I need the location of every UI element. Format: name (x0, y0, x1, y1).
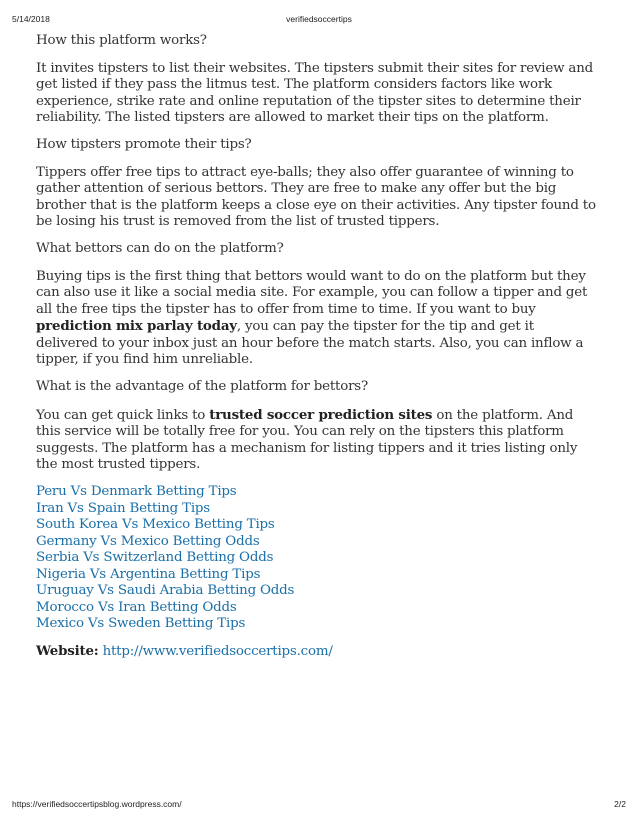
paragraph-text: Buying tips is the first thing that bettors would want to do on the platform but they can also use it like a social media site. For example, you can follow a tipper and get all the free tips the tipster has to offer from time to time. If you want to buy (36, 268, 588, 317)
related-link[interactable]: Nigeria Vs Argentina Betting Tips (36, 566, 261, 582)
related-link[interactable]: Iran Vs Spain Betting Tips (36, 500, 210, 516)
related-link[interactable]: Uruguay Vs Saudi Arabia Betting Odds (36, 583, 295, 598)
paragraph: It invites tipsters to list their websites. The tipsters submit their sites for review and get listed if they pass the litmus test. The platform considers factors like work experience, strike rate and online reputation of the tipster sites to determine their reliability. The listed tipsters are allowed to market their tips on the platform. (36, 60, 594, 125)
question-heading: How this platform works? (36, 33, 207, 48)
paragraph-text: You can get quick links to (36, 407, 210, 423)
website-link[interactable]: http://www.verifiedsoccertips.com/ (102, 643, 333, 659)
website-line (36, 643, 596, 661)
question-heading: What bettors can do on the platform? (36, 241, 284, 256)
paragraph-text: , you can pay the tipster for the tip and get it delivered to your inbox just an hour before the match starts. Also, you can inflow a tipper, if you find him unreliable. (36, 319, 584, 367)
related-link[interactable]: Peru Vs Denmark Betting Tips (36, 484, 237, 499)
paragraph: Tippers offer free tips to attract eye-balls; they also offer guarantee of winning to gather attention of serious bettors. They are free to make any offer but the big brother that is the platform keeps a close eye on their activities. Any tipster found to be losing his trust is removed from the list of trusted tippers. (36, 164, 596, 229)
question-heading: What is the advantage of the platform for bettors? (36, 379, 368, 394)
print-date: 5/14/2018 (12, 14, 50, 24)
related-links-list (36, 484, 596, 633)
paragraph (36, 269, 596, 369)
related-link[interactable]: Mexico Vs Sweden Betting Tips (36, 616, 246, 631)
related-link[interactable]: Germany Vs Mexico Betting Odds (36, 533, 260, 549)
article-body (36, 33, 596, 671)
related-link[interactable]: South Korea Vs Mexico Betting Tips (36, 517, 275, 532)
bold-keyword: prediction mix parlay today (36, 318, 237, 334)
related-link[interactable]: Morocco Vs Iran Betting Odds (36, 599, 237, 615)
related-link[interactable]: Serbia Vs Switzerland Betting Odds (36, 550, 274, 565)
page-number: 2/2 (614, 799, 626, 809)
website-label: Website: (36, 642, 99, 659)
bold-keyword: trusted soccer prediction sites (209, 406, 433, 423)
paragraph-text: on the platform. And this service will be totally free for you. You can rely on the tipsters this platform suggests. The platform has a mechanism for listing tippers and it tries listing only the most trusted tippers. (36, 407, 578, 472)
paragraph (36, 407, 596, 474)
question-heading: How tipsters promote their tips? (36, 137, 252, 152)
footer-url: https://verifiedsoccertipsblog.wordpress.com/ (12, 799, 182, 809)
site-name: verifiedsoccertips (286, 14, 352, 24)
